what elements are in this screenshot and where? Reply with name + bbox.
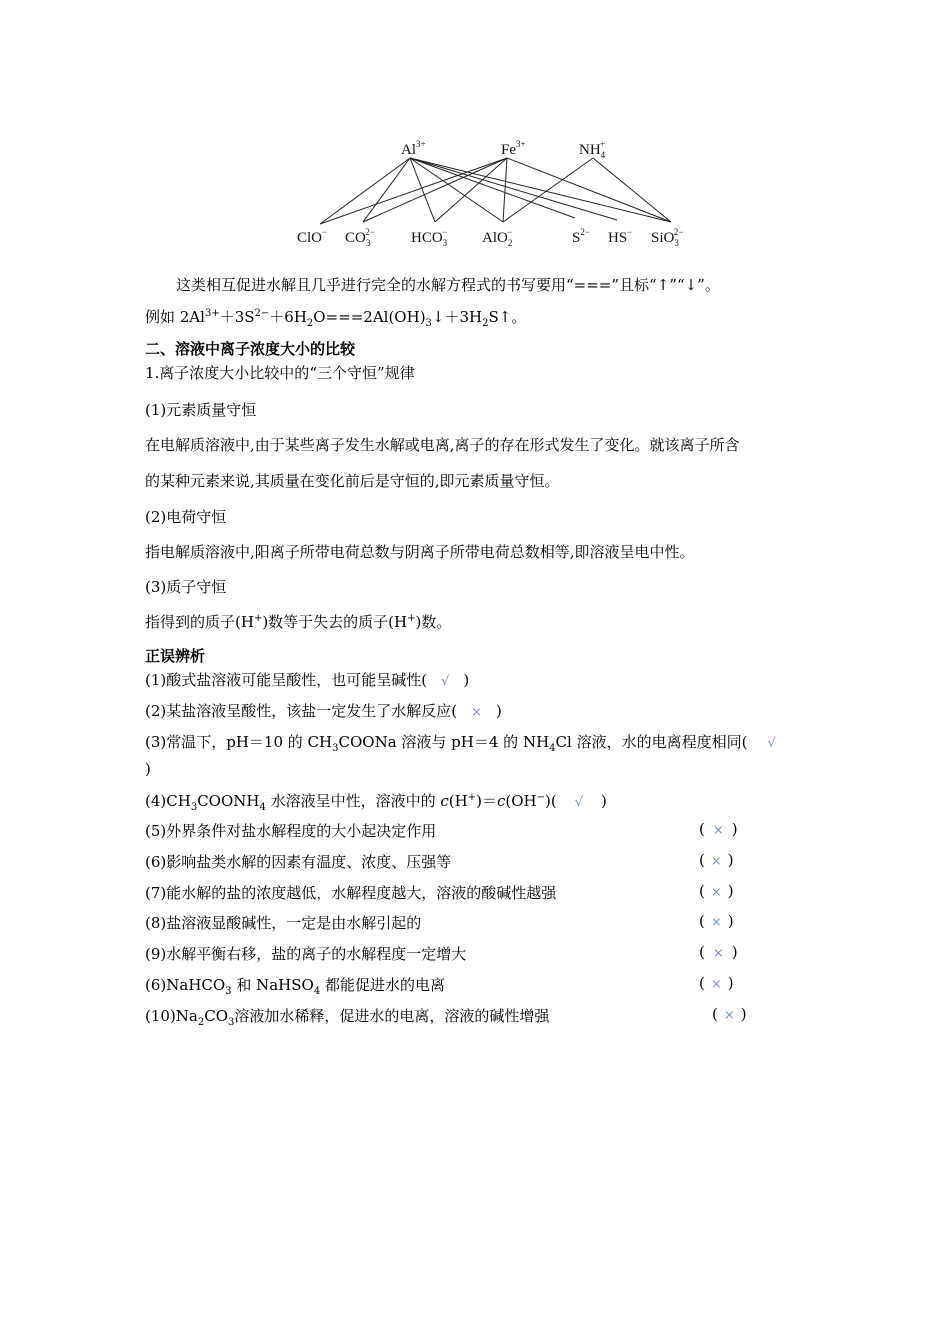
quiz-item-6: (6)影响盐类水解的因素有温度、浓度、压强等 (145, 853, 452, 871)
quiz-item-8: (8)盐溶液显酸碱性，一定是由水解引起的 (145, 914, 422, 932)
anion-sio3: SiO$_3$2− (651, 227, 684, 248)
line-al-alo2 (410, 158, 503, 222)
cation-nh4: $NH_4+$ (579, 139, 606, 160)
line-fe-sio3 (507, 158, 671, 222)
ion-lines-svg (285, 132, 705, 257)
anion-alo2: AlO$_2$− (482, 227, 513, 248)
line-fe-alo2 (503, 158, 507, 222)
answer-7: ( × ) (699, 882, 734, 900)
cross-mark: × (471, 705, 483, 720)
connection-lines (320, 158, 671, 224)
quiz-item-2: (2)某盐溶液呈酸性，该盐一定发生了水解反应( × ) (145, 702, 502, 720)
ion-pair-diagram (285, 132, 705, 257)
paragraph-title-2: (2)电荷守恒 (145, 508, 227, 526)
check-mark: √ (574, 795, 584, 810)
paragraph-1-line-1: 在电解质溶液中,由于某些离子发生水解或电离,离子的存在形式发生了变化。就该离子所含 (145, 436, 740, 454)
paragraph-3-line-1: 指得到的质子(H+)数等于失去的质子(H+)数。 (145, 613, 452, 631)
quiz-item-9: (9)水解平衡右移，盐的离子的水解程度一定增大 (145, 945, 467, 963)
cross-mark: × (710, 885, 722, 900)
quiz-item-7: (7)能水解的盐的浓度越低，水解程度越大，溶液的酸碱性越强 (145, 884, 557, 902)
cation-al: $Al^{3+}$ (401, 139, 426, 158)
line-al-hco3 (410, 158, 435, 222)
anion-s: $S^{2-}$ (572, 227, 590, 246)
intro-line-1: 这类相互促进水解且几乎进行完全的水解方程式的书写要用“===”且标“↑”“↓”。 (176, 276, 720, 294)
cross-mark: × (710, 915, 722, 930)
answer-9: ( × ) (699, 943, 738, 961)
section-heading: 二、溶液中离子浓度大小的比较 (145, 340, 356, 358)
anion-hs: HS− (608, 227, 633, 246)
check-mark: √ (767, 736, 776, 751)
cross-mark: × (712, 946, 724, 961)
anion-co3: $CO_32-$ (345, 227, 375, 248)
anion-clo: ClO− (297, 227, 328, 246)
line-al-co3 (363, 158, 410, 222)
cross-mark: × (710, 854, 722, 869)
quiz-heading: 正误辨析 (145, 647, 206, 665)
cation-fe: $Fe^{3+}$ (501, 139, 526, 158)
answer-5: ( × ) (699, 820, 738, 838)
anion-hco3: $HCO_3-$ (411, 227, 448, 248)
paragraph-title-3: (3)质子守恒 (145, 578, 227, 596)
paragraph-title-1: (1)元素质量守恒 (145, 401, 257, 419)
line-al-clo (320, 158, 410, 224)
quiz-item-11: $(10)Na_2CO_3$溶液加水稀释，促进水的电离，溶液的碱性增强 (145, 1007, 550, 1028)
answer-6: ( × ) (699, 851, 734, 869)
answer-10: ( × ) (699, 974, 734, 992)
cross-mark: × (712, 823, 724, 838)
cross-mark: × (723, 1008, 735, 1023)
answer-8: ( × ) (699, 912, 734, 930)
quiz-item-10: (6)NaHCO$_3$ 和 NaHSO$_4$ 都能促进水的电离 (145, 976, 445, 997)
quiz-item-1: (1)酸式盐溶液可能呈酸性，也可能呈碱性( √ ) (145, 671, 470, 689)
answer-11: ( × ) (712, 1005, 747, 1023)
paragraph-2-line-1: 指电解质溶液中,阳离子所带电荷总数与阴离子所带电荷总数相等,即溶液呈电中性。 (145, 543, 695, 561)
quiz-item-3: (3)常温下，pH＝10 的 $CH_3COONa$ 溶液与 pH＝4 的 $NH_4Cl$ 溶液，水的电离程度相同( √ (145, 733, 776, 754)
subsection-title: 1.离子浓度大小比较中的“三个守恒”规律 (145, 364, 415, 382)
check-mark: √ (441, 674, 450, 689)
paragraph-1-line-2: 的某种元素来说,其质量在变化前后是守恒的,即元素质量守恒。 (145, 472, 560, 490)
line-fe-hco3 (435, 158, 507, 222)
quiz-item-5: (5)外界条件对盐水解程度的大小起决定作用 (145, 822, 437, 840)
cross-mark: × (710, 977, 722, 992)
quiz-item-3-close: ) (145, 760, 151, 778)
quiz-item-4: $(4)CH_3COONH_4$ 水溶液呈中性，溶液中的 c(H+)＝c(OH−)( √ ) (145, 792, 607, 813)
intro-line-2: 例如 $2Al^{3+}+3S^{2-}+6H_2O===2Al(OH)_3↓+3H_2S↑$。 (145, 308, 527, 329)
